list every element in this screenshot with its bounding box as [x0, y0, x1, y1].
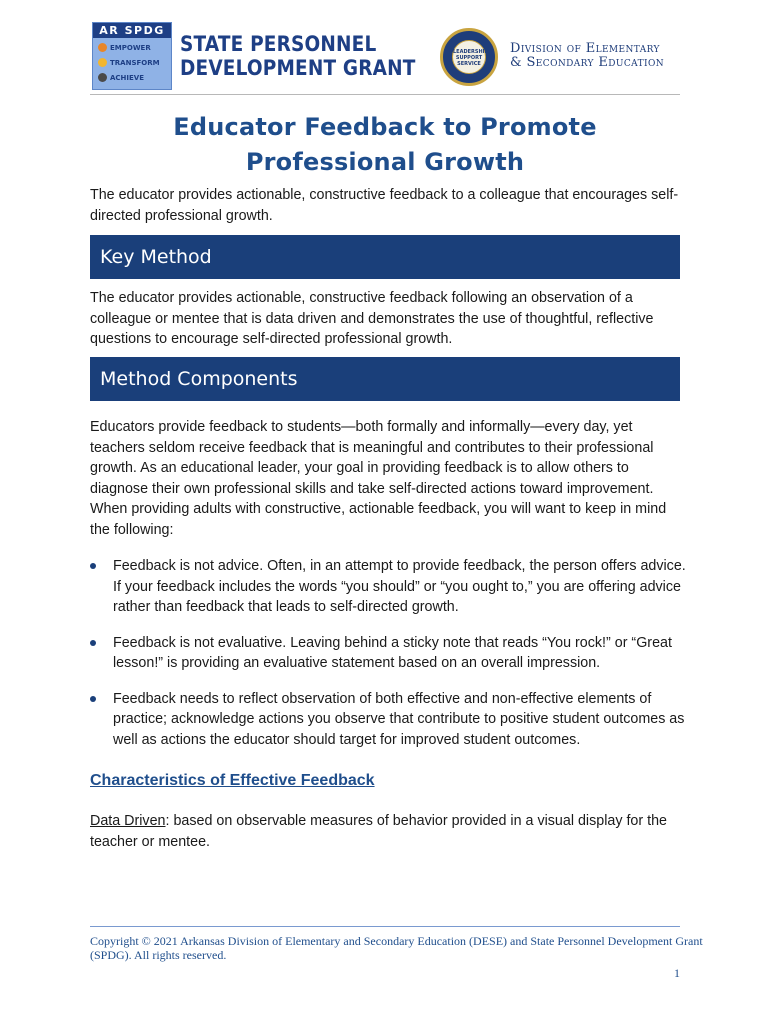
- page-title: [90, 110, 680, 180]
- ar-spdg-label: AR SPDG: [93, 23, 171, 38]
- title-line1: Educator Feedback to Promote: [173, 113, 597, 141]
- seal-text: LEADERSHIP SUPPORT SERVICE: [452, 40, 486, 74]
- dese-logo-text: [510, 42, 664, 70]
- method-components-heading: Method Components: [90, 357, 680, 401]
- spdg-title-line2: DEVELOPMENT GRANT: [180, 56, 416, 80]
- transform-icon: [98, 58, 107, 67]
- dese-line1: Division of Elementary: [510, 41, 660, 56]
- bullet-icon: [90, 696, 96, 702]
- list-item: Feedback is not evaluative. Leaving behind a sticky note that reads “You rock!” or “Great lesson!” is providing an evaluative statement based on an overall impression.: [90, 633, 686, 674]
- achieve-icon: [98, 73, 107, 82]
- copyright-text: Copyright © 2021 Arkansas Division of Elementary and Secondary Education (DESE) and State Personnel Development Grant (SPDG). All rights reserved.: [90, 934, 703, 962]
- key-method-paragraph: The educator provides actionable, constructive feedback following an observation of a colleague or mentee that is data driven and demonstrates the use of thoughtful, reflective questions to encourage self-directed professional growth.: [90, 290, 654, 347]
- intro-paragraph: The educator provides actionable, constructive feedback to a colleague that encourages self-directed professional growth.: [90, 187, 679, 224]
- footer-divider: [90, 926, 680, 927]
- empower-label: EMPOWER: [110, 43, 151, 52]
- dese-line2: & Secondary Education: [510, 55, 665, 70]
- arkansas-map-icon: [92, 22, 172, 90]
- data-driven-term: Data Driven: [90, 813, 166, 829]
- achieve-label: ACHIEVE: [110, 73, 144, 82]
- header-divider: [90, 94, 680, 95]
- data-driven-paragraph: [90, 811, 684, 853]
- list-item: Feedback is not advice. Often, in an attempt to provide feedback, the person offers advice. If your feedback includes the words “you should” or “you ought to,” you are offering advice rather than feedback that leads to self-directed growth.: [90, 556, 686, 618]
- bullet-icon: [90, 640, 96, 646]
- characteristics-heading: Characteristics of Effective Feedback: [90, 772, 375, 789]
- bullet-icon: [90, 563, 96, 569]
- spdg-title-line1: STATE PERSONNEL: [180, 32, 377, 56]
- empower-icon: [98, 43, 107, 52]
- transform-label: TRANSFORM: [110, 58, 160, 67]
- method-components-paragraph: Educators provide feedback to students—both formally and informally—every day, yet teachers seldom receive feedback that is meaningful and contributes to their professional growth. As an educational leader, your goal in providing feedback is to allow others to diagnose their own professional skills and take self-directed actions toward improvement. When providing adults with constructive, actionable feedback, you will want to keep in mind the following:: [90, 419, 667, 538]
- dese-seal-icon: [440, 28, 498, 86]
- spdg-logo: [92, 22, 416, 90]
- feedback-bullet-list: [90, 556, 686, 765]
- title-line2: Professional Growth: [245, 148, 525, 176]
- data-driven-text: : based on observable measures of behavior provided in a visual display for the teacher or mentee.: [90, 813, 667, 850]
- key-method-heading: Key Method: [90, 235, 680, 279]
- page-number: 1: [674, 966, 680, 980]
- list-item: Feedback needs to reflect observation of both effective and non-effective elements of practice; acknowledge actions you observe that contribute to positive student outcomes as well as actions the educator should target for improved student outcomes.: [90, 689, 686, 751]
